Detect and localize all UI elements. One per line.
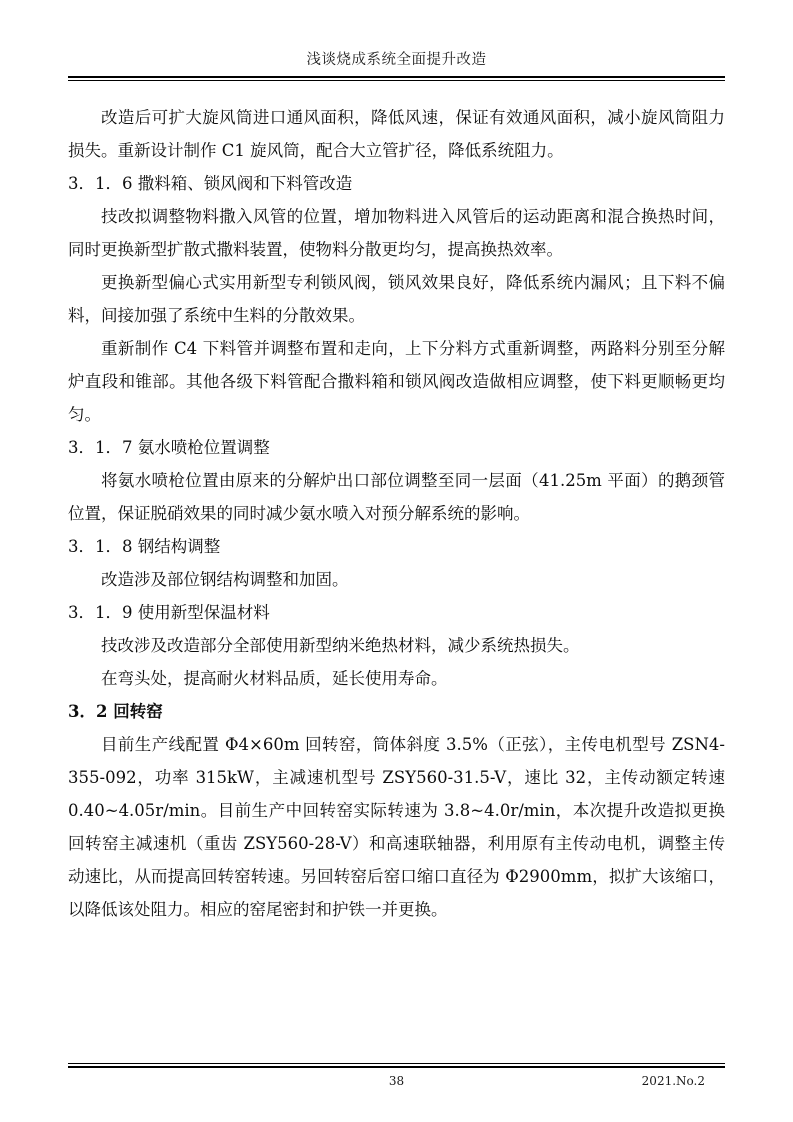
paragraph: 目前生产线配置 Φ4×60m 回转窑，筒体斜度 3.5%（正弦），主传电机型号 ZSN4-355-092，功率 315kW，主减速机型号 ZSY560-31.5-V，速比 32，主传动额定转速 0.40~4.05r/min。目前生产中回转窑实际转速为 3.8~4.0r/min，本次提升改造拟更换回转窑主减速机（重齿 ZSY560-28-V）和高速联轴器，利用原有主传动电机，调整主传动速比，从而提高回转窑转速。另回转窑后窑口缩口直径为 Φ2900mm，拟扩大该缩口，以降低该处阻力。相应的窑尾密封和护铁一并更换。 bbox=[68, 735, 725, 919]
page-number: 38 bbox=[388, 1074, 405, 1088]
paragraph: 技改涉及改造部分全部使用新型纳米绝热材料，减少系统热损失。 bbox=[101, 636, 580, 655]
page-footer bbox=[68, 1063, 725, 1092]
paragraph: 重新制作 C4 下料管并调整布置和走向，上下分料方式重新调整，两路料分别至分解炉直段和锥部。其他各级下料管配合撒料箱和锁风阀改造做相应调整，使下料更顺畅更均匀。 bbox=[68, 339, 725, 424]
header-divider bbox=[68, 76, 725, 81]
running-header: 浅谈烧成系统全面提升改造 bbox=[306, 52, 487, 68]
page-content bbox=[68, 48, 725, 1082]
issue-label: 2021.No.2 bbox=[641, 1074, 705, 1088]
paragraph: 更换新型偏心式实用新型专利锁风阀，锁风效果良好，降低系统内漏风；且下料不偏料，间接加强了系统中生料的分散效果。 bbox=[68, 273, 725, 325]
body-text bbox=[68, 101, 725, 926]
section-heading-3-1-8: 3．1．8 钢结构调整 bbox=[68, 537, 221, 556]
paragraph: 改造后可扩大旋风筒进口通风面积，降低风速，保证有效通风面积，减小旋风筒阻力损失。重新设计制作 C1 旋风筒，配合大立管扩径，降低系统阻力。 bbox=[68, 108, 725, 160]
section-heading-3-1-6: 3．1．6 撒料箱、锁风阀和下料管改造 bbox=[68, 174, 353, 193]
paragraph: 技改拟调整物料撒入风管的位置，增加物料进入风管后的运动距离和混合换热时间，同时更换新型扩散式撒料装置，使物料分散更均匀，提高换热效率。 bbox=[68, 207, 725, 259]
paragraph: 改造涉及部位钢结构调整和加固。 bbox=[101, 570, 349, 589]
section-heading-3-1-7: 3．1．7 氨水喷枪位置调整 bbox=[68, 438, 270, 457]
footer-divider bbox=[68, 1063, 725, 1068]
section-heading-3-1-9: 3．1．9 使用新型保温材料 bbox=[68, 603, 270, 622]
paragraph: 将氨水喷枪位置由原来的分解炉出口部位调整至同一层面（41.25m 平面）的鹅颈管位置，保证脱硝效果的同时减少氨水喷入对预分解系统的影响。 bbox=[68, 471, 725, 523]
paragraph: 在弯头处，提高耐火材料品质，延长使用寿命。 bbox=[101, 669, 448, 688]
section-heading-3-2: 3．2 回转窑 bbox=[68, 702, 163, 721]
